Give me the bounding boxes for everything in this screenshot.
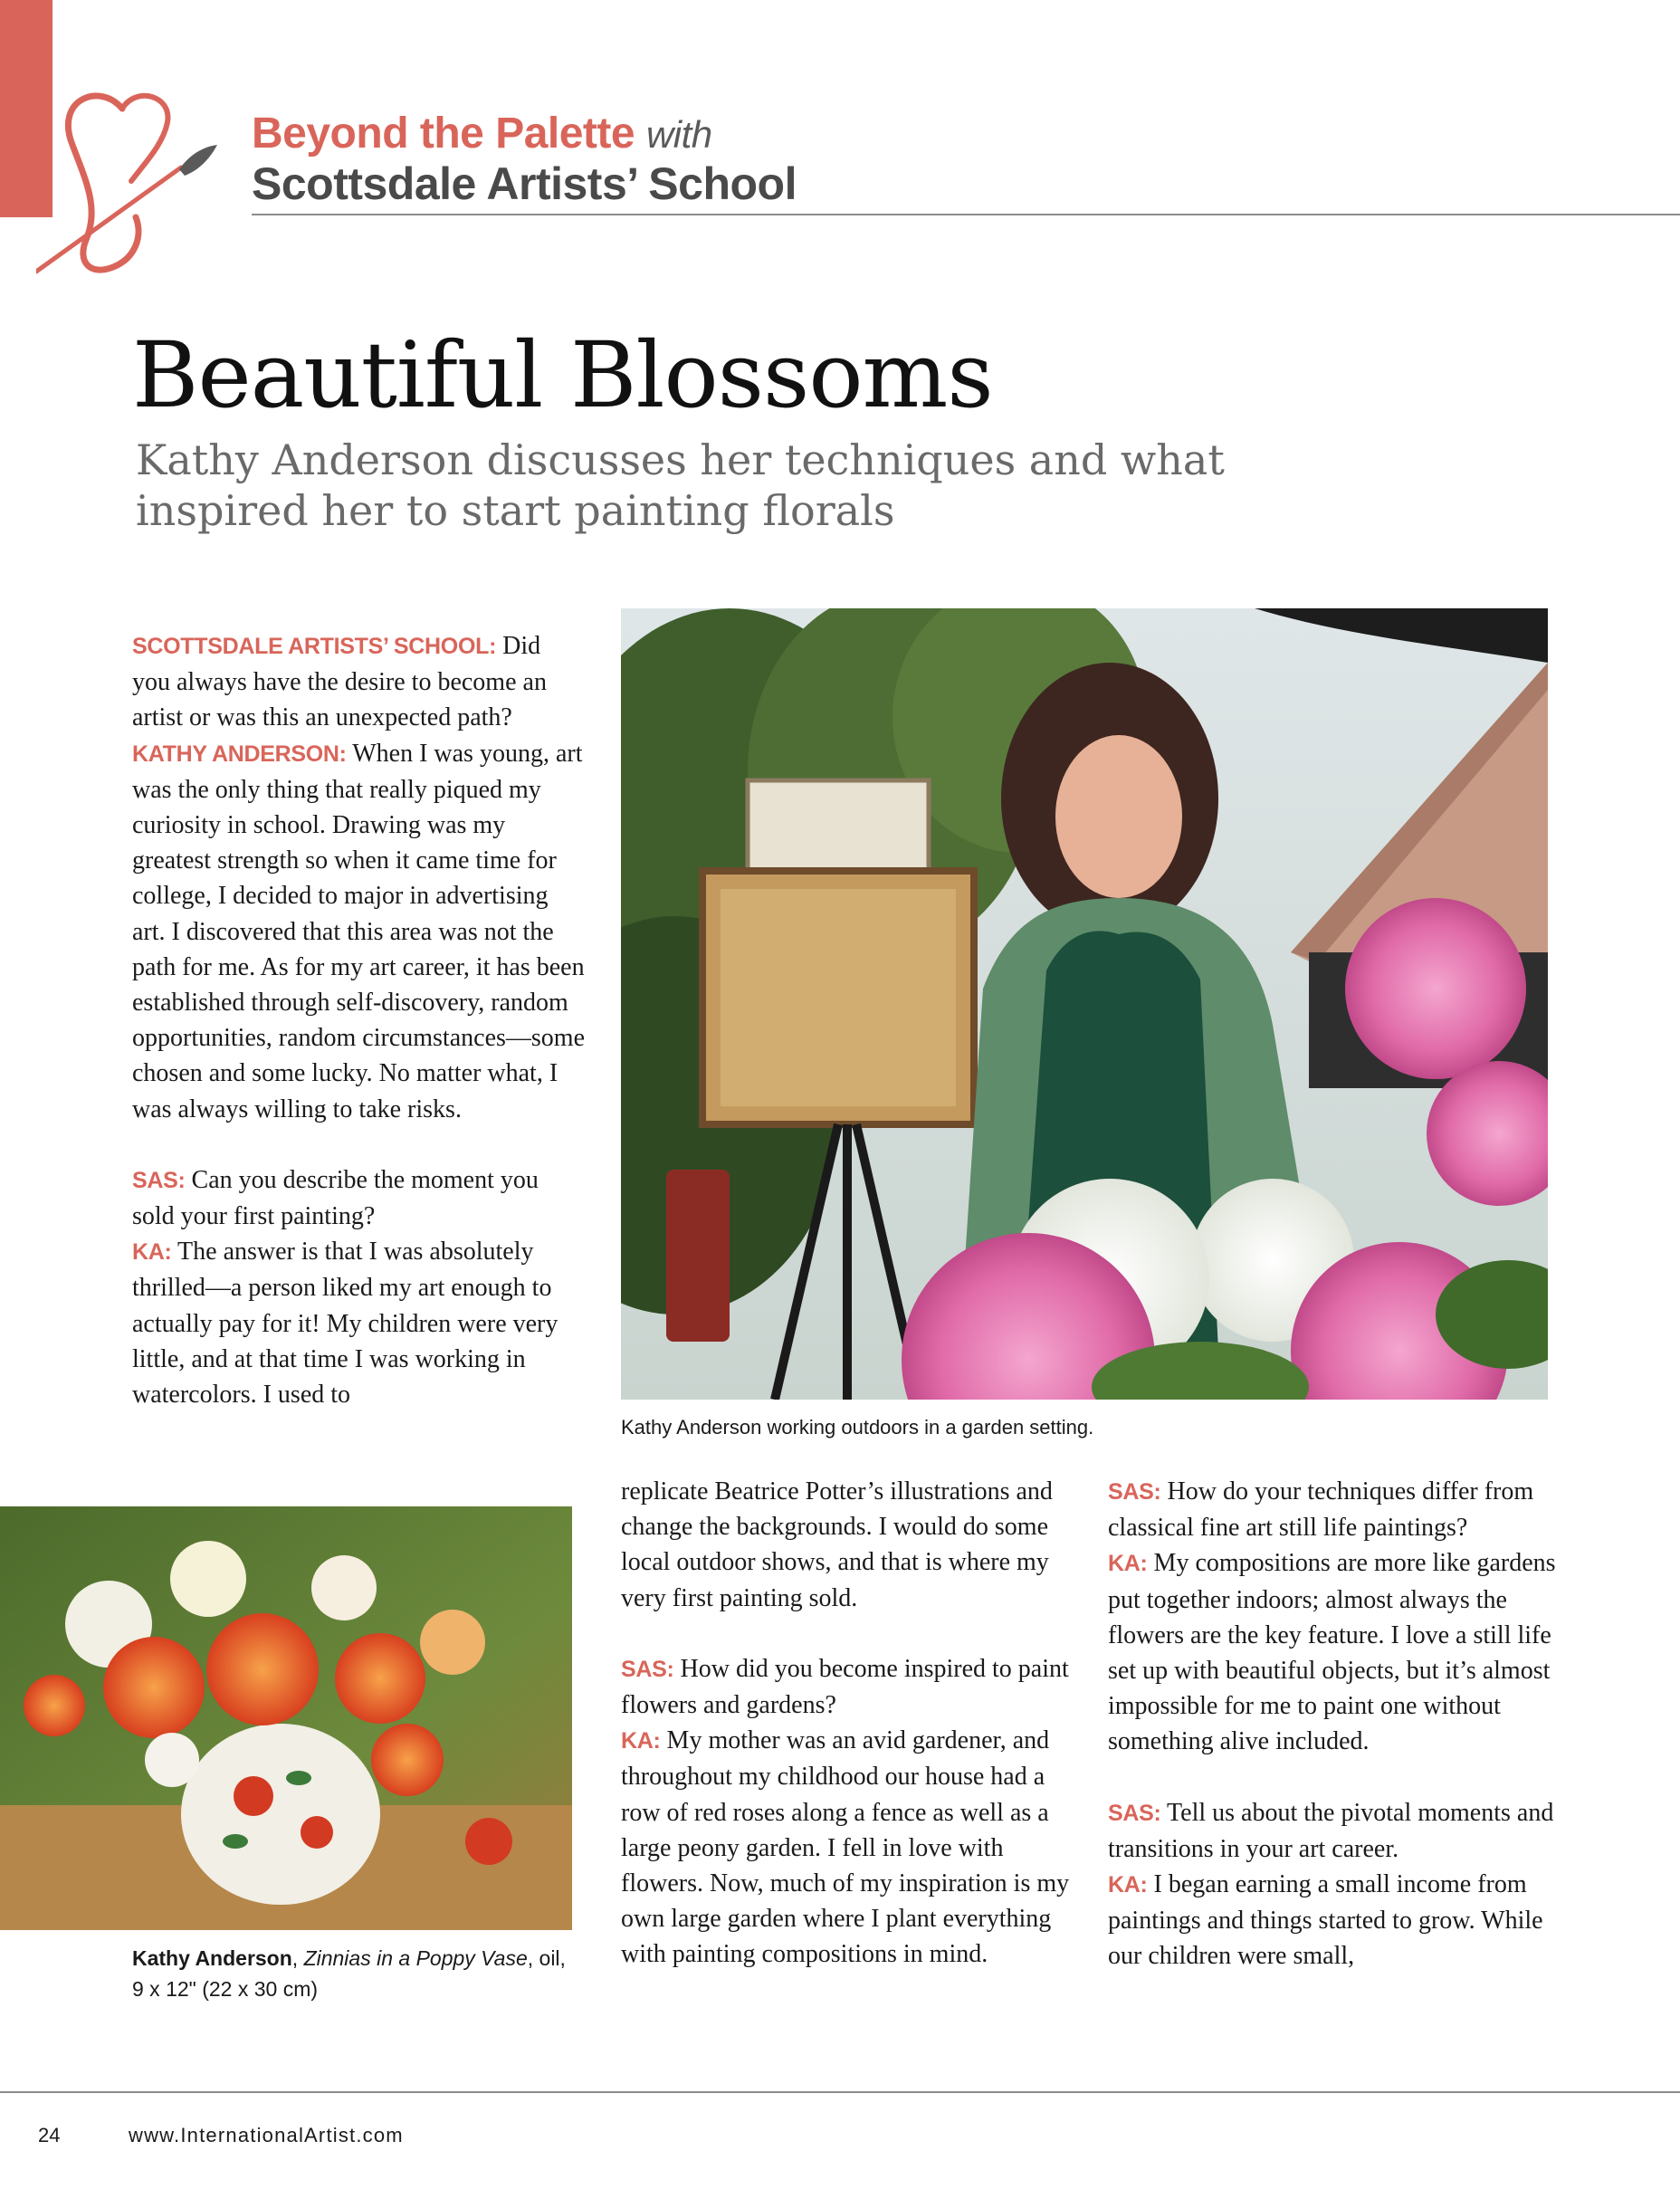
paragraph	[1108, 1795, 1561, 1867]
speaker-label: KA:	[1108, 1872, 1148, 1898]
footer-website: www.InternationalArtist.com	[129, 2124, 404, 2146]
footer-divider	[0, 2091, 1680, 2093]
speaker-label: SAS:	[1108, 1800, 1161, 1826]
series-title-text: Beyond the Palette	[252, 110, 635, 158]
caption-details: , oil, 9 x 12" (22 x 30 cm)	[132, 1946, 566, 2001]
paragraph-text: The answer is that I was absolutely thrilled—a person liked my art enough to actually pay for it! My children were very little, and at that time I was working in watercolors. I used to	[132, 1238, 558, 1410]
artist-photo	[621, 608, 1548, 1400]
speaker-label: KA:	[1108, 1551, 1148, 1577]
series-subtitle: Scottsdale Artists’ School	[252, 158, 797, 209]
paragraph	[132, 736, 585, 1127]
speaker-label: SCOTTSDALE ARTISTS’ SCHOOL:	[132, 634, 497, 659]
paragraph	[621, 1474, 1074, 1616]
paragraph-text: I began earning a small income from paintings and things started to grow. While our children were small,	[1108, 1870, 1543, 1971]
header-divider	[252, 214, 1680, 215]
photo-caption: Kathy Anderson working outdoors in a garden setting.	[621, 1416, 1094, 1439]
speaker-label: SAS:	[1108, 1479, 1161, 1505]
palette-heart-brush-logo-icon	[36, 81, 226, 281]
page-number: 24	[38, 2124, 61, 2146]
painting-image	[0, 1506, 572, 1930]
paragraph	[621, 1651, 1074, 1723]
speaker-label: KA:	[621, 1728, 661, 1754]
speaker-label: KATHY ANDERSON:	[132, 741, 347, 767]
paragraph-text: My compositions are more like gardens put together indoors; almost always the flowers are the key feature. I love a still life set up with beautiful objects, but it’s almost impossible for me to paint one without something alive included.	[1108, 1549, 1556, 1756]
series-with: with	[645, 113, 712, 156]
paragraph-text: My mother was an avid gardener, and throughout my childhood our house had a row of red roses along a fence as well as a large peony garden. I fell in love with flowers. Now, much of my inspiration is my own large garden where I plant everything with painting compositions in mind.	[621, 1726, 1070, 1969]
paragraph	[1108, 1474, 1561, 1545]
caption-title: Zinnias in a Poppy Vase	[303, 1946, 528, 1970]
painting-caption	[132, 1943, 567, 2004]
series-title	[252, 109, 712, 158]
paragraph	[132, 1234, 585, 1412]
paragraph	[132, 1162, 585, 1234]
article-headline: Beautiful Blossoms	[132, 322, 993, 428]
paragraph-text: How did you become inspired to paint flowers and gardens?	[621, 1654, 1069, 1720]
body-column-1	[132, 628, 585, 1412]
paragraph-text: Tell us about the pivotal moments and transitions in your art career.	[1108, 1798, 1554, 1863]
body-column-2	[621, 1474, 1074, 1973]
body-column-3	[1108, 1474, 1561, 1974]
paragraph-text: Can you describe the moment you sold your first painting?	[132, 1165, 539, 1231]
paragraph-text: How do your techniques differ from classical fine art still life paintings?	[1108, 1477, 1534, 1543]
paragraph	[1108, 1867, 1561, 1974]
paragraph-text: Did you always have the desire to become an artist or was this an unexpected path?	[132, 632, 547, 732]
paragraph-text: When I was young, art was the only thing that really piqued my curiosity in school. Drawing was my greatest strength so when it came time for college, I decided to major in advertising art. I discovered that this area was not the path for me. As for my art career, it has been established through self-discovery, random opportunities, random circumstances—some chosen and some lucky. No matter what, I was always willing to take risks.	[132, 739, 585, 1123]
caption-artist: Kathy Anderson	[132, 1946, 292, 1970]
paragraph	[1108, 1545, 1561, 1759]
paragraph	[132, 628, 585, 736]
article-deck: Kathy Anderson discusses her techniques and what inspired her to start painting florals	[136, 435, 1225, 535]
speaker-label: SAS:	[621, 1656, 674, 1682]
speaker-label: KA:	[132, 1239, 172, 1266]
paragraph	[621, 1723, 1074, 1972]
speaker-label: SAS:	[132, 1167, 186, 1193]
paragraph-text: replicate Beatrice Potter’s illustrations and change the backgrounds. I would do some local outdoor shows, and that is where my very first painting sold.	[621, 1477, 1053, 1612]
caption-sep: ,	[291, 1946, 304, 1970]
